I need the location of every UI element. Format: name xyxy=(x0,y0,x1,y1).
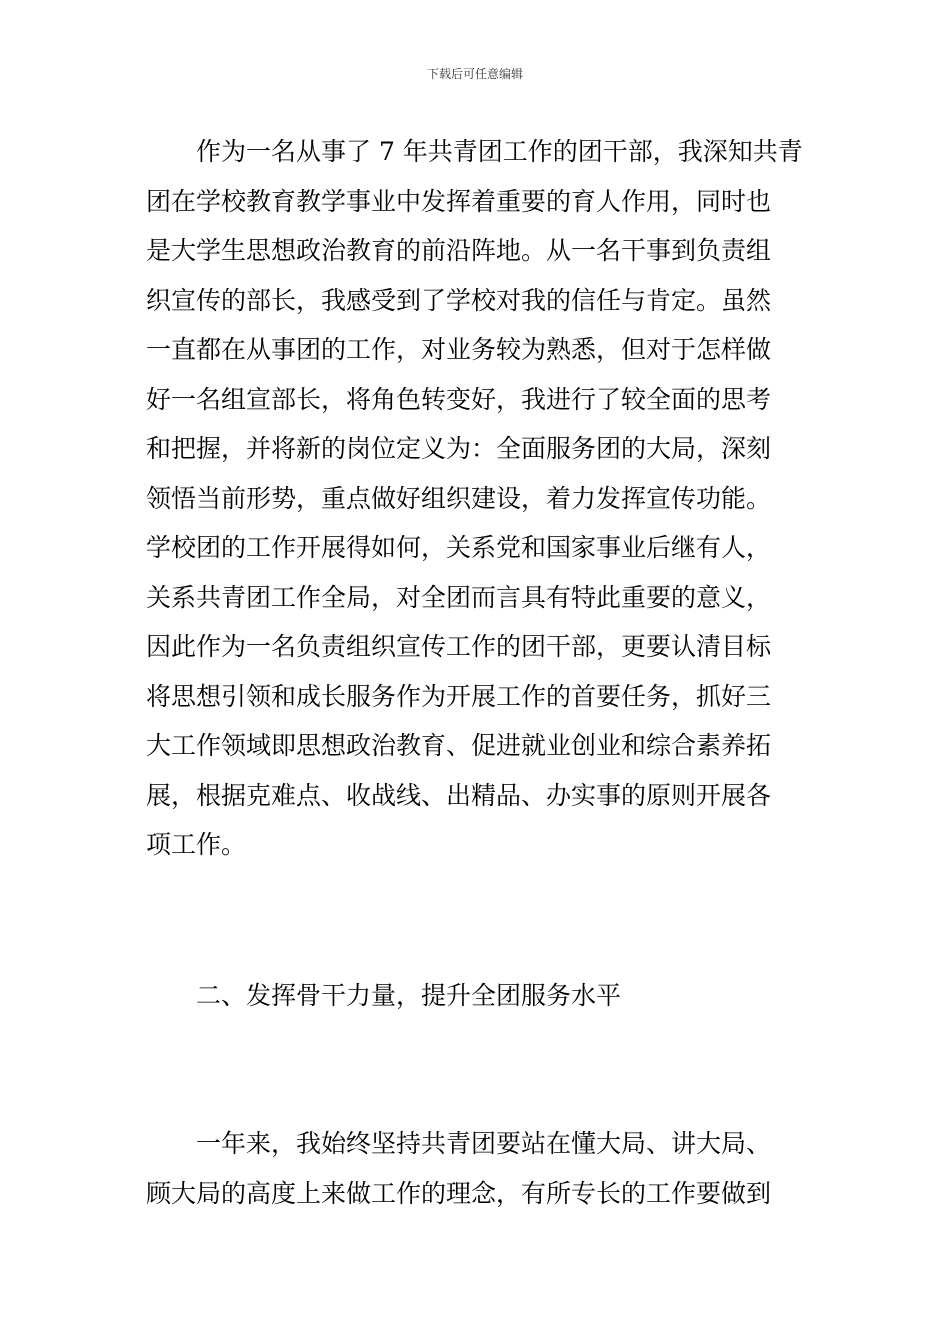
text-line: 关系共青团工作全局，对全团而言具有特此重要的意义， xyxy=(146,582,772,612)
text-line: 好一名组宣部长，将角色转变好，我进行了较全面的思考 xyxy=(146,384,772,414)
text-line: 领悟当前形势，重点做好组织建设，着力发挥宣传功能。 xyxy=(146,483,772,513)
text-line: 学校团的工作开展得如何，关系党和国家事业后继有人， xyxy=(146,533,772,562)
text-line: 将思想引领和成长服务作为开展工作的首要任务，抓好三 xyxy=(146,681,772,711)
text-line: 织宣传的部长，我感受到了学校对我的信任与肯定。虽然 xyxy=(146,285,772,315)
text-line: 大工作领域即思想政治教育、促进就业创业和综合素养拓 xyxy=(146,731,772,760)
text-line: 团在学校教育教学事业中发挥着重要的育人作用，同时也 xyxy=(146,186,772,216)
text-line: 一直都在从事团的工作，对业务较为熟悉，但对于怎样做 xyxy=(146,335,772,364)
paragraph-2 xyxy=(146,1119,808,1218)
paragraph-1 xyxy=(146,127,808,870)
text-line: 是大学生思想政治教育的前沿阵地。从一名干事到负责组 xyxy=(146,236,772,265)
text-line: 展，根据克难点、收战线、出精品、办实事的原则开展各 xyxy=(146,780,772,810)
header-note: 下载后可任意编辑 xyxy=(426,67,523,81)
text-line: 因此作为一名负责组织宣传工作的团干部，更要认清目标 xyxy=(146,632,772,661)
section-heading-text: 二、发挥骨干力量，提升全团服务水平 xyxy=(196,981,622,1010)
text-line: 一年来，我始终坚持共青团要站在懂大局、讲大局、 xyxy=(196,1129,772,1158)
text-line: 作为一名从事了 7 年共青团工作的团干部，我深知共青 xyxy=(196,137,803,166)
text-line: 顾大局的高度上来做工作的理念，有所专长的工作要做到 xyxy=(146,1178,772,1208)
text-line: 项工作。 xyxy=(146,830,247,859)
text-line: 和把握，并将新的岗位定义为：全面服务团的大局，深刻 xyxy=(146,434,772,463)
section-heading xyxy=(146,971,808,1021)
